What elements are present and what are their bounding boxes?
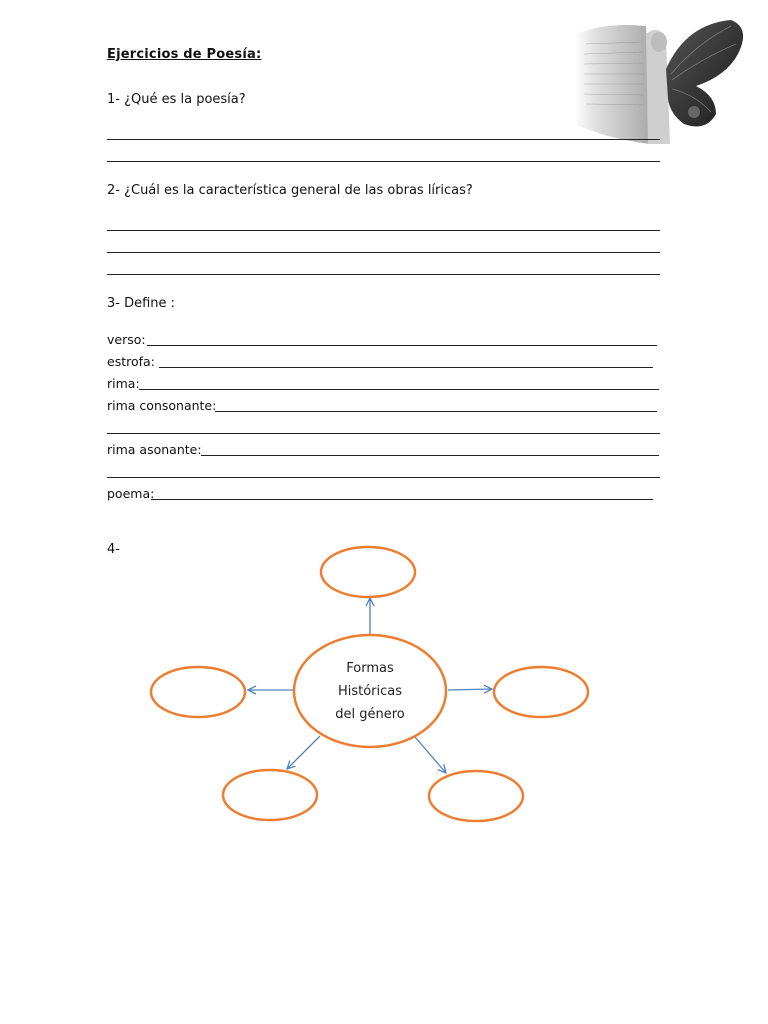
node-bottom-left: [223, 770, 317, 820]
definition-label-rima-asonante: rima asonante:: [107, 442, 202, 457]
node-bottom-right: [429, 771, 523, 821]
definition-label-rima-consonante: rima consonante:: [107, 398, 217, 413]
center-label-line-3: del género: [335, 707, 405, 722]
page-title: Ejercicios de Poesía:: [107, 47, 262, 62]
definition-label-estrofa: estrofa:: [107, 354, 155, 369]
node-top: [321, 547, 415, 597]
definition-label-verso: verso:: [107, 332, 146, 347]
definition-label-rima: rima:: [107, 376, 140, 391]
center-label-line-1: Formas: [346, 661, 394, 676]
node-left: [151, 667, 245, 717]
arrow-right: [448, 689, 492, 690]
question-2: 2- ¿Cuál es la característica general de las obras líricas?: [107, 183, 473, 198]
arrow-bottom-left: [287, 736, 320, 769]
center-label-line-2: Históricas: [337, 684, 403, 699]
definition-label-poema: poema:: [107, 486, 155, 501]
question-4: 4-: [107, 542, 120, 557]
question-3: 3- Define :: [107, 296, 176, 311]
node-right: [494, 667, 588, 717]
arrow-bottom-right: [415, 737, 446, 773]
question-1: 1- ¿Qué es la poesía?: [107, 92, 246, 107]
